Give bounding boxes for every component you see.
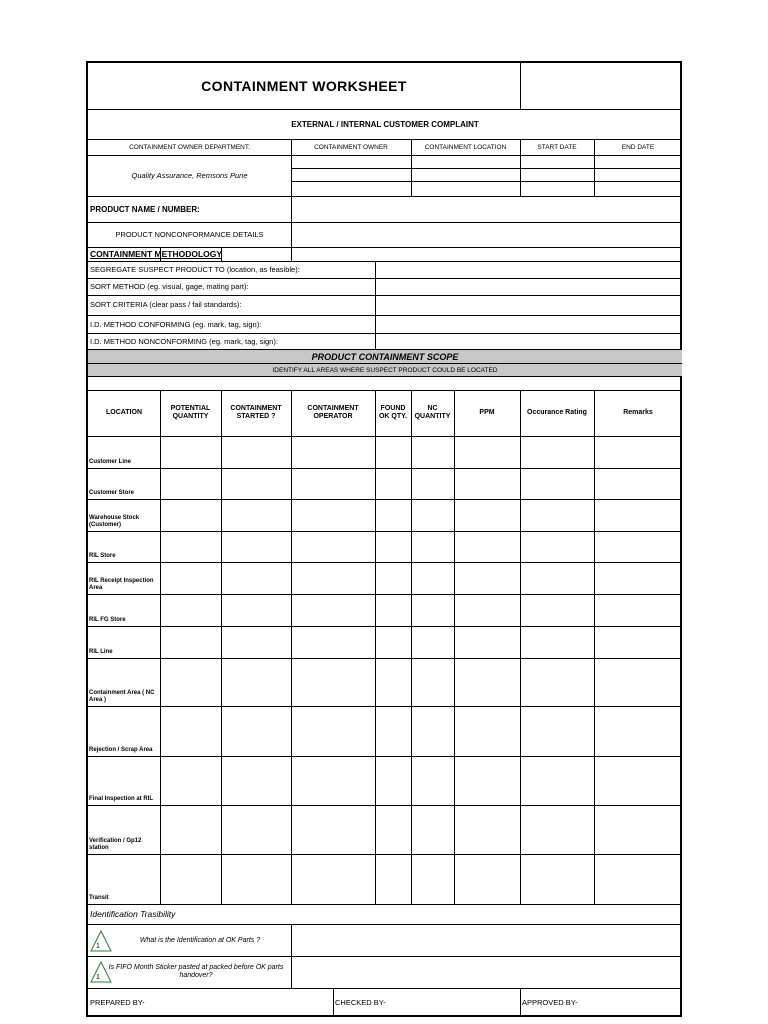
prepared-by-label: PREPARED BY- [90, 998, 145, 1007]
methodology-label: CONTAINMENT METHODOLOGY [90, 249, 223, 259]
end-date-input-1[interactable] [595, 156, 681, 167]
form-title: CONTAINMENT WORKSHEET [201, 78, 407, 94]
location-row-ril-store: RIL Store [89, 553, 116, 559]
marker-number-2: 1 [96, 973, 100, 981]
methodology-row-sort-method: SORT METHOD (eg. visual, gage, mating part): [90, 282, 249, 291]
col-operator-line2: OPERATOR [313, 413, 353, 420]
col-started-line2: STARTED ? [236, 413, 276, 420]
methodology-row-id-conforming: I.D. METHOD CONFORMING (eg. mark, tag, sign): [90, 319, 262, 329]
scope-title: PRODUCT CONTAINMENT SCOPE [88, 350, 682, 363]
location-header: CONTAINMENT LOCATION [424, 143, 507, 151]
segregate-input[interactable] [376, 262, 681, 277]
location-row-ril-fg-store: RIL FG Store [89, 617, 126, 623]
sort-criteria-input[interactable] [376, 296, 681, 313]
marker-number-1: 1 [96, 942, 100, 950]
location-row-ril-line: RIL Line [89, 649, 113, 655]
col-started-line1: CONTAINMENT [230, 405, 282, 412]
col-potential-quantity [160, 390, 221, 436]
product-name-label: PRODUCT NAME / NUMBER: [90, 204, 200, 214]
complaint-type: EXTERNAL / INTERNAL CUSTOMER COMPLAINT [291, 119, 479, 129]
id-conforming-input[interactable] [376, 316, 681, 332]
col-nc-line2: QUANTITY [414, 413, 451, 420]
approved-by-label: APPROVED BY- [522, 998, 578, 1007]
col-occurance-rating: Occurance Rating [527, 409, 587, 416]
col-found-line2: OK QTY. [378, 413, 407, 420]
start-date-header: START DATE [537, 143, 577, 151]
location-row-containment-area: Containment Area ( NC Area ) [89, 690, 155, 703]
location-row-transit: Transit [89, 895, 109, 901]
col-containment-started [221, 390, 291, 436]
scope-subtitle: IDENTIFY ALL AREAS WHERE SUSPECT PRODUCT COULD BE LOCATED [88, 364, 682, 376]
traceability-question-fifo: Is FIFO Month Sticker pasted at packed before OK parts handover? [108, 964, 284, 979]
col-nc-line1: NC [427, 405, 438, 412]
col-nc-quantity [411, 390, 454, 436]
worksheet-form [86, 61, 682, 1017]
location-row-customer-line: Customer Line [89, 459, 132, 465]
col-found-ok-qty [375, 390, 411, 436]
fifo-sticker-input[interactable] [292, 957, 681, 987]
col-containment-operator [291, 390, 375, 436]
nonconformance-label: PRODUCT NONCONFORMANCE DETAILS [115, 230, 264, 239]
sort-method-input[interactable] [376, 279, 681, 294]
col-ppm: PPM [479, 409, 495, 416]
ok-parts-identification-input[interactable] [292, 925, 681, 955]
location-row-rejection-scrap: Rejection / Scrap Area [89, 747, 153, 753]
location-input-1[interactable] [412, 156, 519, 167]
id-nonconforming-input[interactable] [376, 334, 681, 349]
location-row-final-inspection: Final Inspection at RIL [89, 796, 154, 802]
product-name-input[interactable] [292, 197, 681, 221]
traceability-question-ok-parts: What is the Identification at OK Parts ? [139, 936, 261, 944]
col-potential-quantity-line1: POTENTIAL [170, 405, 211, 412]
methodology-row-id-nonconforming: I.D. METHOD NONCONFORMING (eg. mark, tag, sign): [90, 336, 278, 346]
start-date-input-1[interactable] [521, 156, 593, 167]
location-row-ril-receipt-inspection: RIL Receipt Inspection Area [89, 578, 154, 591]
methodology-row-segregate: SEGREGATE SUSPECT PRODUCT TO (location, as feasible): [90, 265, 300, 274]
nonconformance-input[interactable] [292, 223, 681, 246]
owner-input-1[interactable] [292, 156, 410, 167]
col-found-line1: FOUND [380, 405, 406, 412]
location-row-customer-store: Customer Store [89, 490, 135, 496]
department-value: Quality Assurance, Remsons Pune [131, 171, 248, 180]
checked-by-label: CHECKED BY- [335, 998, 386, 1007]
col-potential-quantity-line2: QUANTITY [172, 413, 209, 420]
col-operator-line1: CONTAINMENT [307, 405, 359, 412]
location-row-warehouse-stock: Warehouse Stock (Customer) [89, 515, 140, 528]
col-remarks: Remarks [623, 409, 653, 416]
end-date-header: END DATE [621, 143, 655, 151]
location-row-verification-gp12: Verification / Gp12 station [89, 838, 142, 851]
methodology-row-sort-criteria: SORT CRITERIA (clear pass / fail standards): [90, 300, 242, 309]
owner-header: CONTAINMENT OWNER [314, 143, 388, 151]
owner-department-header: CONTAINMENT OWNER DEPARTMENT: [129, 143, 250, 151]
col-location: LOCATION [105, 409, 143, 416]
traceability-title: Identification Trasibility [90, 909, 176, 919]
